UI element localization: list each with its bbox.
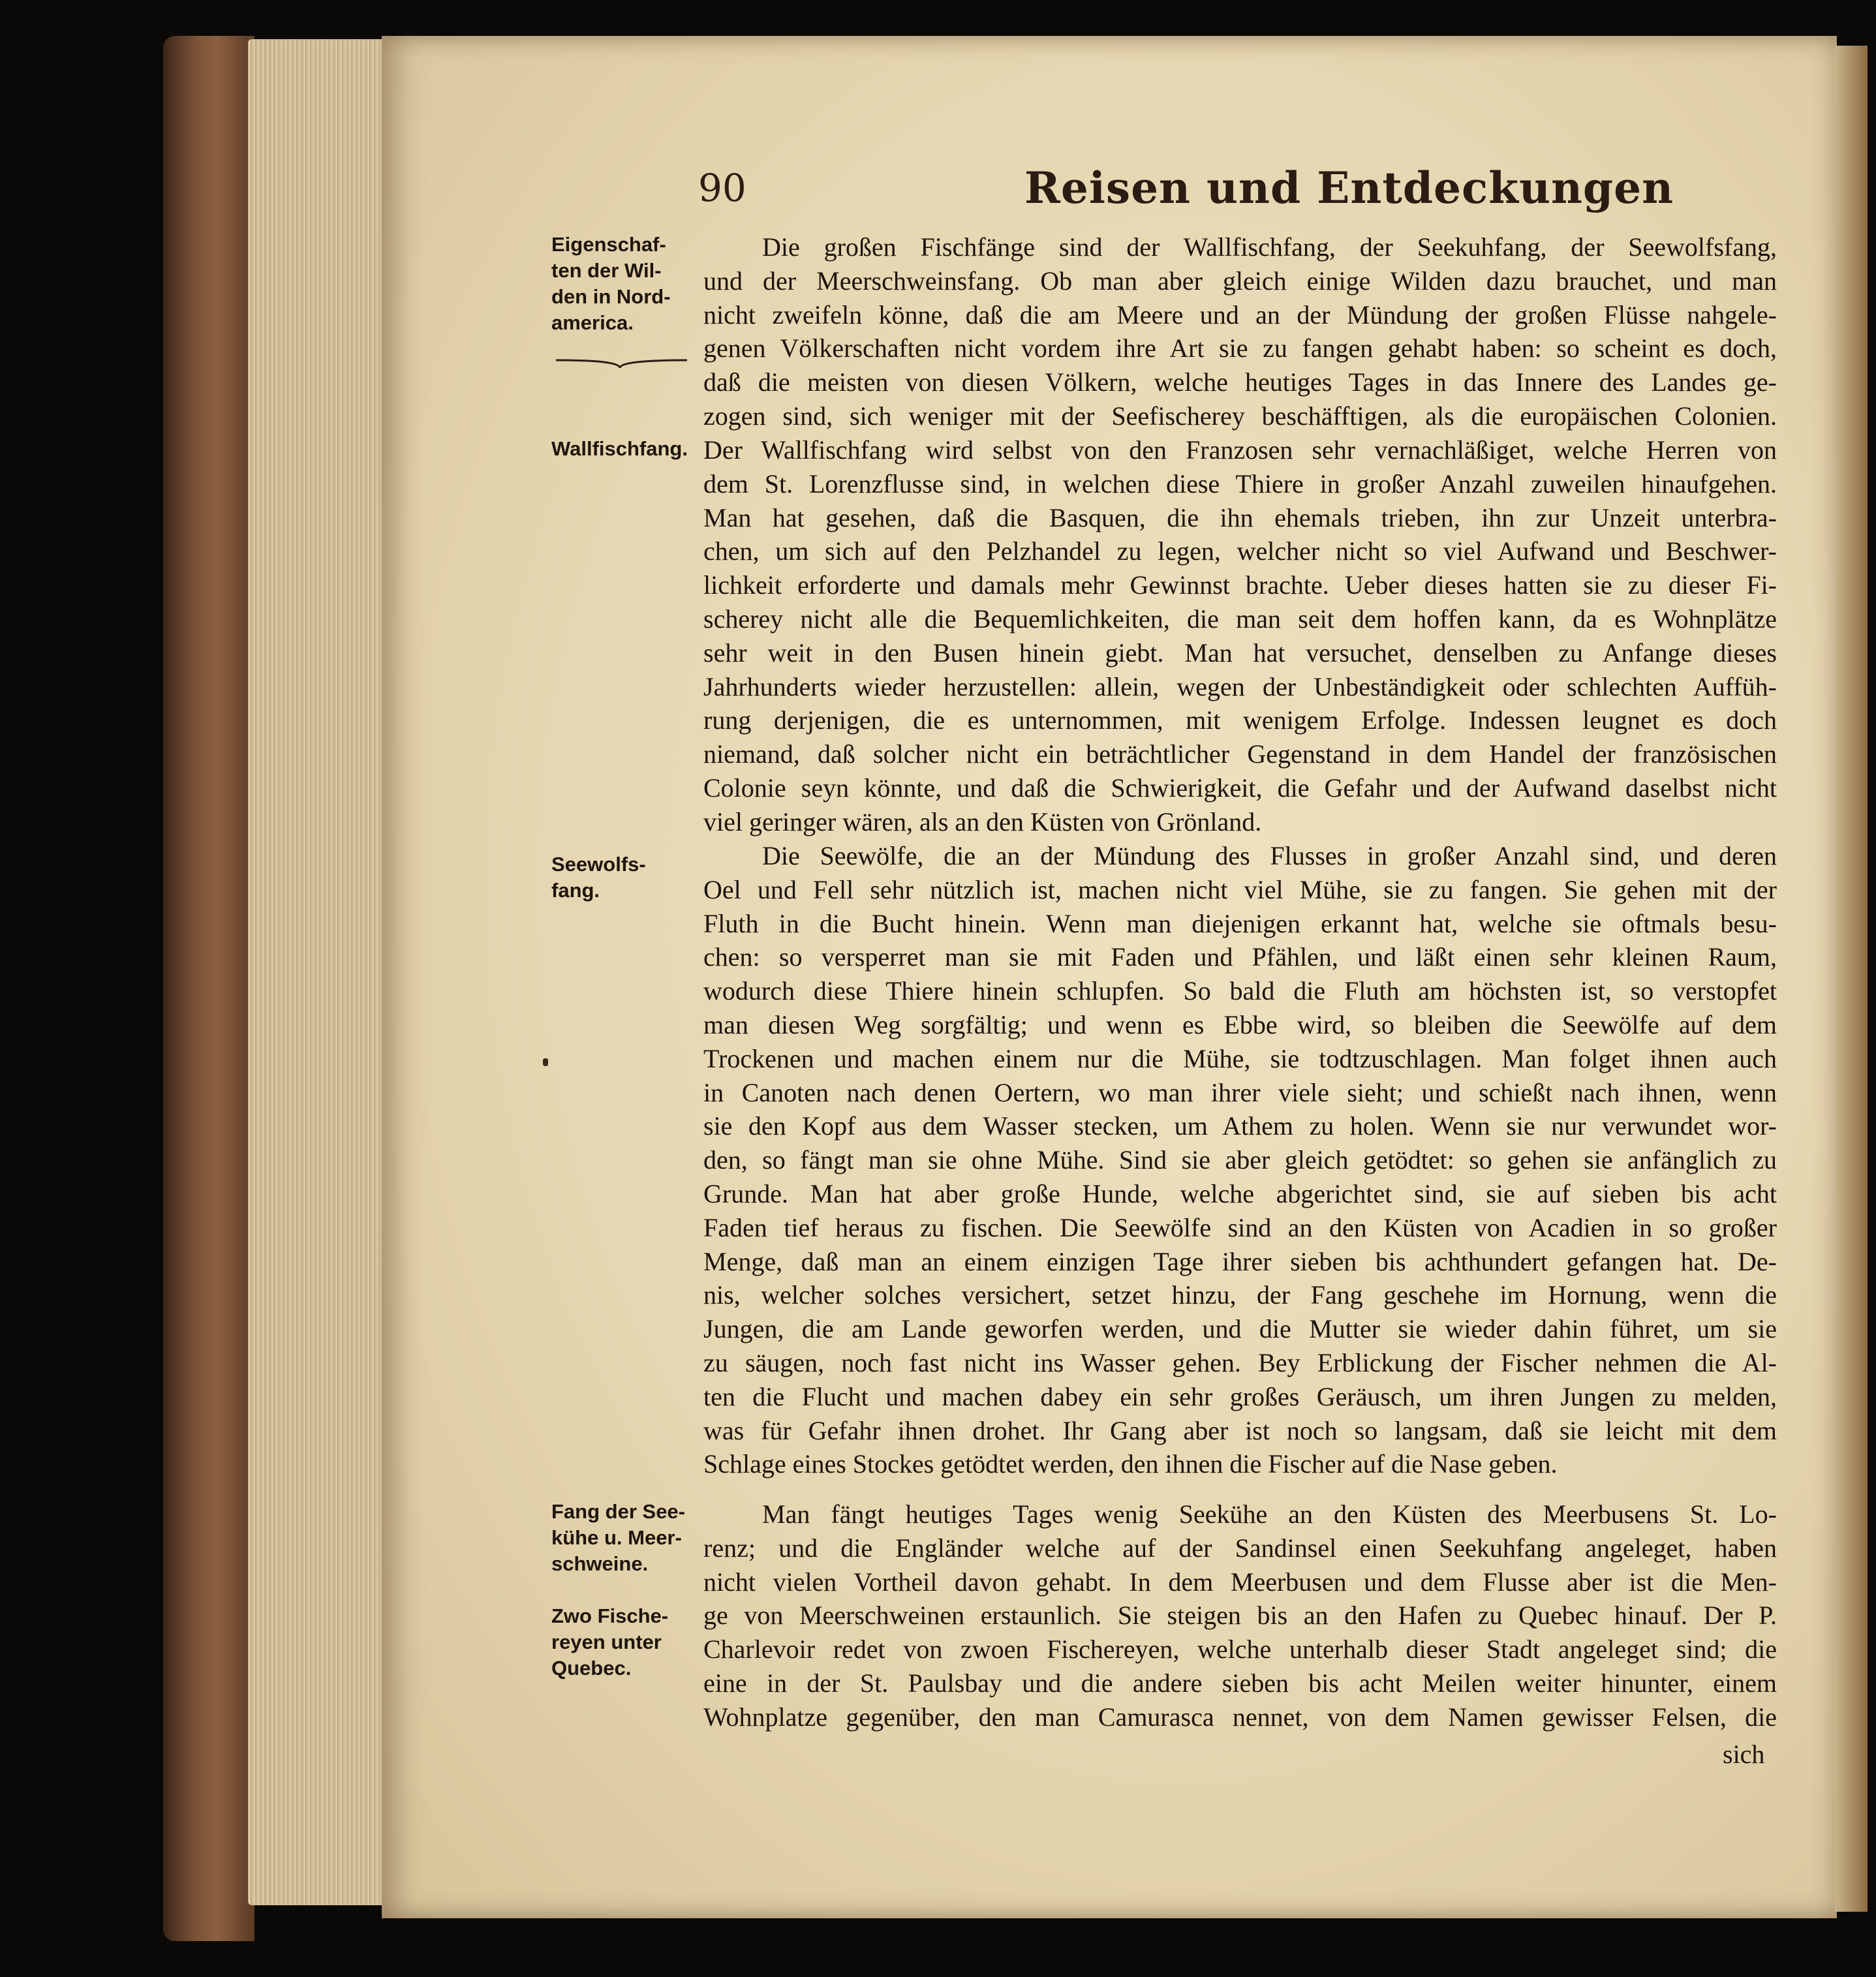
margin-note-line: den in Nord- (551, 285, 671, 308)
margin-brace (555, 358, 688, 371)
margin-note-line: Wallfischfang. (551, 437, 688, 460)
text-line: was für Gefahr ihnen drohet. Ihr Gang aber ist noch so langsam, daß sie leicht mit dem (703, 1415, 1777, 1445)
text-line: und der Meerschweinsfang. Ob man aber gleich einige Wilden dazu brauchet, und man (703, 266, 1777, 296)
text-line: Colonie seyn könnte, und daß die Schwierigkeit, die Gefahr und der Aufwand daselbst nicht (703, 773, 1777, 803)
text-line: Faden tief heraus zu fischen. Die Seewölfe sind an den Küsten von Acadien in so großer (703, 1212, 1777, 1242)
text-line: sehr weit in den Busen hinein giebt. Man hat versuchet, denselben zu Anfange dieses (703, 637, 1777, 667)
text-line: viel geringer wären, als an den Küsten von Grönland. (703, 806, 1262, 836)
page-edges (248, 39, 385, 1905)
margin-note-seewolfsfang (551, 851, 692, 904)
text-line: Der Wallfischfang wird selbst von den Franzosen sehr vernachläßiget, welche Herren von (703, 435, 1777, 465)
text-line: Jahrhunderts wieder herzustellen: allein, wegen der Unbeständigkeit oder schlechten Auffüh- (703, 671, 1777, 701)
margin-note-line: schweine. (551, 1552, 649, 1575)
book-cover-right (1835, 46, 1868, 1912)
text-line: nicht zweifeln könne, daß die am Meere und an der Mündung der großen Flüsse nahgele- (703, 299, 1777, 330)
paragraph-4 (703, 1497, 1777, 1734)
text-line: wodurch diese Thiere hinein schlupfen. So bald die Fluth am höchsten ist, so verstopfet (703, 976, 1777, 1006)
paragraph-1 (703, 230, 1777, 433)
margin-note-eigenschaften (551, 232, 692, 336)
text-line: nis, welcher solches versichert, setzet hinzu, der Fang geschehe im Hornung, wenn die (703, 1280, 1777, 1310)
text-line: Trockenen und machen einem nur die Mühe, sie todtzuschlagen. Man folget ihnen auch (703, 1043, 1777, 1073)
text-line: Schlage eines Stockes getödtet werden, den ihnen die Fischer auf die Nase geben. (703, 1449, 1558, 1479)
margin-note-seekuehe (551, 1499, 692, 1577)
margin-note-fischereyen (551, 1603, 692, 1681)
text-line: Man fängt heutiges Tages wenig Seekühe an den Küsten des Meerbusens St. Lo- (762, 1499, 1777, 1529)
text-line: rung derjenigen, die es unternommen, mit wenigem Erfolge. Indessen leugnet es doch (703, 705, 1777, 735)
text-line: Charlevoir redet von zwoen Fischereyen, welche unterhalb dieser Stadt angeleget sind; die (703, 1634, 1777, 1664)
margin-note-wallfischfang (551, 436, 692, 462)
margin-note-line: fang. (551, 879, 600, 902)
text-line: Die Seewölfe, die an der Mündung des Flusses in großer Anzahl sind, und deren (762, 841, 1777, 870)
page-header (698, 162, 1742, 221)
text-line: den, so fängt man sie ohne Mühe. Sind sie aber gleich getödtet: so gehen sie anfänglich zu (703, 1145, 1777, 1175)
margin-note-line: Eigenschaf- (551, 233, 666, 256)
text-line: Grunde. Man hat aber große Hunde, welche abgerichtet sind, sie auf sieben bis acht (703, 1178, 1777, 1208)
text-line: lichkeit erforderte und damals mehr Gewinnst brachte. Ueber dieses hatten sie zu dieser Fi- (703, 570, 1777, 600)
text-line: nicht vielen Vortheil davon gehabt. In dem Meerbusen und dem Flusse aber ist die Men- (703, 1567, 1777, 1597)
ink-spot (543, 1058, 548, 1066)
page-number: 90 (698, 166, 746, 210)
text-line: Menge, daß man an einem einzigen Tage ihrer sieben bis achthundert gefangen hat. De- (703, 1246, 1777, 1276)
text-line: Jungen, die am Lande geworfen werden, und die Mutter sie wieder dahin führet, um sie (703, 1314, 1777, 1344)
text-line: sie den Kopf aus dem Wasser stecken, um Athem zu holen. Wenn sie nur verwundet wor- (703, 1111, 1777, 1141)
margin-note-line: reyen unter (551, 1631, 662, 1653)
text-line: niemand, daß solcher nicht ein beträchtlicher Gegenstand in dem Handel der französischen (703, 739, 1777, 769)
running-title: Reisen und Entdeckungen (1024, 162, 1674, 213)
text-line: Man hat gesehen, daß die Basquen, die ihn ehemals trieben, ihn zur Unzeit unterbra- (703, 502, 1777, 532)
margin-note-line: america. (551, 311, 634, 334)
margin-note-line: kühe u. Meer- (551, 1526, 682, 1549)
text-line: daß die meisten von diesen Völkern, welche heutiges Tages in das Innere des Landes ge- (703, 367, 1777, 397)
text-line: zu säugen, noch fast nicht ins Wasser gehen. Bey Erblickung der Fischer nehmen die Al- (703, 1347, 1777, 1377)
margin-note-line: ten der Wil- (551, 259, 662, 282)
text-line: Wohnplatze gegenüber, den man Camurasca nennet, von dem Namen gewisser Felsen, die (703, 1702, 1777, 1732)
paragraph-3 (703, 839, 1777, 1481)
margin-note-line: Fang der See- (551, 1500, 685, 1523)
margin-note-line: Zwo Fische- (551, 1604, 669, 1627)
catchword: sich (1723, 1739, 1765, 1769)
text-line: ge von Meerschweinen erstaunlich. Sie steigen bis an den Hafen zu Quebec hinauf. Der P. (703, 1601, 1777, 1631)
text-line: Die großen Fischfänge sind der Wallfischfang, der Seekuhfang, der Seewolfsfang, (762, 232, 1777, 262)
book-cover-left (163, 36, 254, 1941)
text-line: dem St. Lorenzflusse sind, in welchen diese Thiere in großer Anzahl zuweilen hinaufgehen. (703, 468, 1777, 498)
text-line: man diesen Weg sorgfältig; und wenn es Ebbe wird, so bleiben die Seewölfe auf dem (703, 1009, 1777, 1039)
margin-note-line: Seewolfs- (551, 853, 646, 876)
text-line: Fluth in die Bucht hinein. Wenn man diejenigen erkannt hat, welche sie oftmals besu- (703, 908, 1777, 938)
text-line: scherey nicht alle die Bequemlichkeiten, die man seit dem hoffen kann, da es Wohnplätze (703, 604, 1777, 634)
text-line: Oel und Fell sehr nützlich ist, machen nicht viel Mühe, sie zu fangen. Sie gehen mit der (703, 874, 1777, 904)
text-line: ten die Flucht und machen dabey ein sehr großes Geräusch, um ihren Jungen zu melden, (703, 1381, 1777, 1411)
text-line: in Canoten nach denen Oertern, wo man ihrer viele sieht; und schießt nach ihnen, wenn (703, 1077, 1777, 1107)
text-line: chen: so versperret man sie mit Faden und Pfählen, und läßt einen sehr kleinen Raum, (703, 942, 1777, 972)
text-line: genen Völkerschaften nicht vordem ihre Art sie zu fangen gehabt haben: so scheint es doch, (703, 333, 1777, 363)
margin-note-line: Quebec. (551, 1657, 632, 1679)
text-line: eine in der St. Paulsbay und die andere sieben bis acht Meilen weiter hinunter, einem (703, 1668, 1777, 1698)
text-line: chen, um sich auf den Pelzhandel zu legen, welcher nicht so viel Aufwand und Beschwer- (703, 536, 1777, 566)
text-line: renz; und die Engländer welche auf der Sandinsel einen Seekuhfang angeleget, haben (703, 1533, 1777, 1563)
paragraph-2 (703, 433, 1777, 839)
text-line: zogen sind, sich weniger mit der Seefischerey beschäfftigen, als die europäischen Colonien. (703, 401, 1777, 431)
